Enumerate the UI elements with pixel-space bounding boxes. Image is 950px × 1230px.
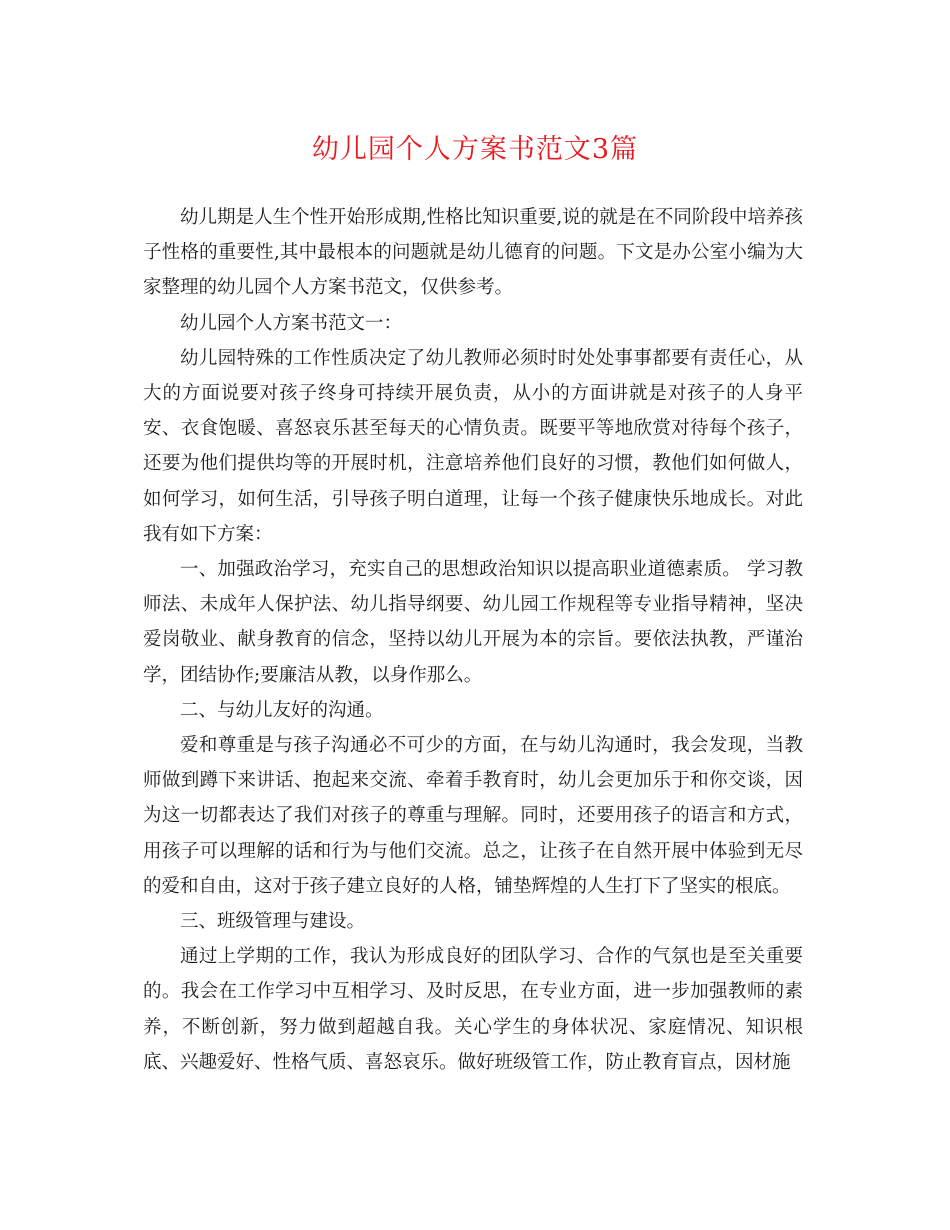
intro-paragraph: 幼儿期是人生个性开始形成期,性格比知识重要,说的就是在不同阶段中培养孩子性格的重要性,其中最根本的问题就是幼儿德育的问题。下文是办公室小编为大家整理的幼儿园个人方案书范文，仅供参考。 [143,207,803,299]
document-body [143,200,803,1080]
section-heading: 二、与幼儿友好的沟通。 [180,699,384,721]
document-title: 幼儿园个人方案书范文3篇 [311,134,639,165]
body-paragraph: 爱和尊重是与孩子沟通必不可少的方面，在与幼儿沟通时，我会发现，当教师做到蹲下来讲话、抱起来交流、牵着手教育时，幼儿会更加乐于和你交谈，因为这一切都表达了我们对孩子的尊重与理解。同时，还要用孩子的语言和方式，用孩子可以理解的话和行为与他们交流。总之，让孩子在自然开展中体验到无尽的爱和自由，这对于孩子建立良好的人格，铺垫辉煌的人生打下了坚实的根底。 [143,735,803,897]
section-heading: 三、班级管理与建设。 [180,911,366,933]
body-paragraph: 通过上学期的工作，我认为形成良好的团队学习、合作的气氛也是至关重要的。我会在工作学习中互相学习、及时反思，在专业方面，进一步加强教师的素养，不断创新，努力做到超越自我。关心学生的身体状况、家庭情况、知识根底、兴趣爱好、性格气质、喜怒哀乐。做好班级管工作，防止教育盲点，因材施 [143,946,803,1073]
body-paragraph: 一、加强政治学习，充实自己的思想政治知识以提高职业道德素质。 学习教师法、未成年人保护法、幼儿指导纲要、幼儿园工作规程等专业指导精神，坚决爱岗敬业、献身教育的信念，坚持以幼儿开展为本的宗旨。要依法执教，严谨治学，团结协作;要廉洁从教，以身作那么。 [143,559,803,686]
body-paragraph: 幼儿园特殊的工作性质决定了幼儿教师必须时时处处事事都要有责任心，从大的方面说要对孩子终身可持续开展负责，从小的方面讲就是对孩子的人身平安、衣食饱暖、喜怒哀乐甚至每天的心情负责。既要平等地欣赏对待每个孩子，还要为他们提供均等的开展时机，注意培养他们良好的习惯，教他们如何做人，如何学习，如何生活，引导孩子明白道理，让每一个孩子健康快乐地成长。对此我有如下方案： [143,347,803,545]
section-heading-sample-one: 幼儿园个人方案书范文一： [180,312,403,334]
